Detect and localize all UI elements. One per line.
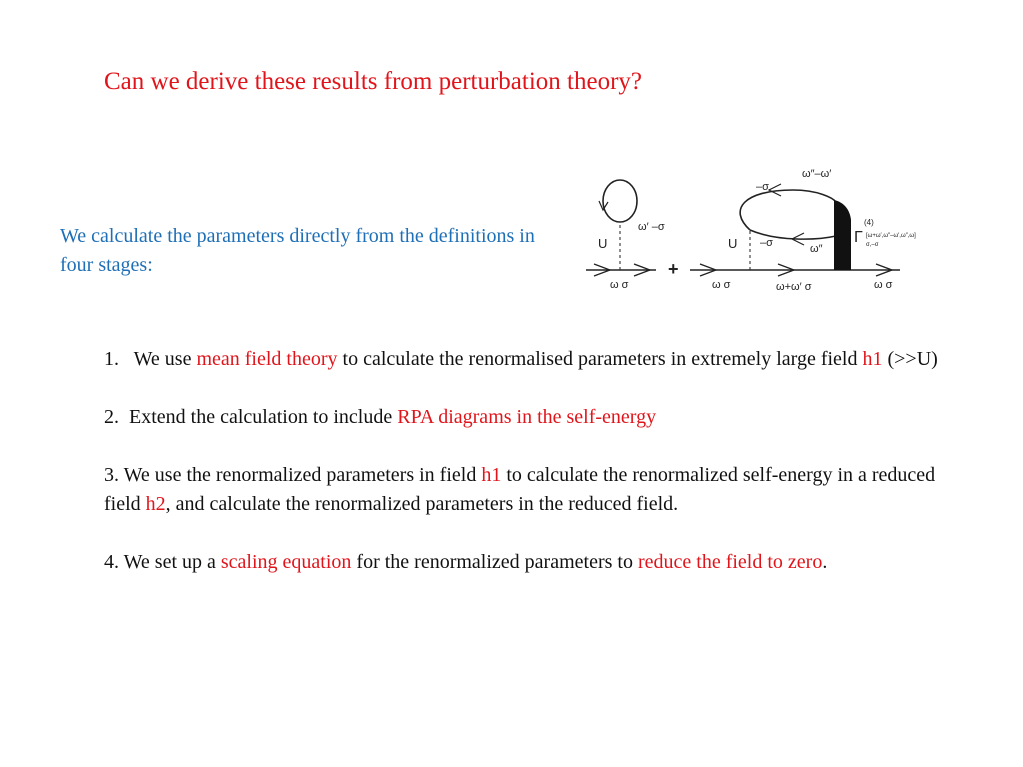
stage-text: We use [133,348,197,370]
vertex-spins: σ,–σ [866,242,879,248]
stage-number: 2. [104,406,119,428]
intro-text: We calculate the parameters directly from the definitions in four stages: [60,225,535,276]
plus-sign: + [668,259,679,279]
inner-left-label: –σ [760,237,773,249]
stage-highlight: h1 [862,348,883,370]
stage-highlight: RPA diagrams in the self-energy [397,406,657,428]
stage-2 [104,403,944,432]
slide-title: Can we derive these results from perturbation theory? [104,68,643,95]
stage-text: to calculate the renormalised parameters in extremely large field [337,348,863,370]
vertex-block [834,200,851,270]
stage-highlight: mean field theory [196,348,338,370]
top-right-label: ω″–ω′ [802,168,832,180]
stage-text: , and calculate the renormalized parameters in the reduced field. [165,493,679,515]
top-left-label: –σ [756,181,769,193]
inner-right-label: ω″ [810,243,823,255]
stage-text: We set up a [123,551,221,573]
hartree-diagram [586,180,665,291]
stage-number: 4. [104,551,119,573]
vertex-freq: [ω+ω′,ω″–ω′,ω″,ω] [866,233,916,239]
stage-text: (>>U) [882,348,938,370]
stage-highlight: reduce the field to zero [637,551,823,573]
stage-text: We use the renormalized parameters in field [123,464,482,486]
stage-1 [104,345,944,374]
vertex-order: (4) [864,218,874,227]
bottom-mid-label: ω+ω′ σ [776,281,812,293]
bottom-left-label: ω σ [712,279,731,291]
stage-highlight: scaling equation [220,551,352,573]
left-loop [603,180,637,222]
stage-number: 1. [104,348,119,370]
bubble-outer [740,190,836,230]
bottom-right-label: ω σ [874,279,893,291]
right-u-label: U [728,236,738,251]
stage-text: to calculate the renormalized self-energy in a reduced field [104,464,936,515]
stage-text: for the renormalized parameters to [351,551,638,573]
left-u-label: U [598,236,608,251]
stage-text: Extend the calculation to include [129,406,398,428]
left-bottom-label: ω σ [610,279,629,291]
stage-number: 3. [104,464,119,486]
stage-highlight: h1 [481,464,502,486]
stage-4 [104,548,944,577]
feynman-diagram [578,160,958,300]
rpa-diagram [690,168,916,293]
vertex-symbol: Γ [854,229,863,246]
stage-highlight: h2 [145,493,166,515]
left-loop-label: ω′ –σ [638,221,665,233]
stage-3 [104,461,944,519]
stage-text: . [822,551,828,573]
stages-list [104,345,944,606]
